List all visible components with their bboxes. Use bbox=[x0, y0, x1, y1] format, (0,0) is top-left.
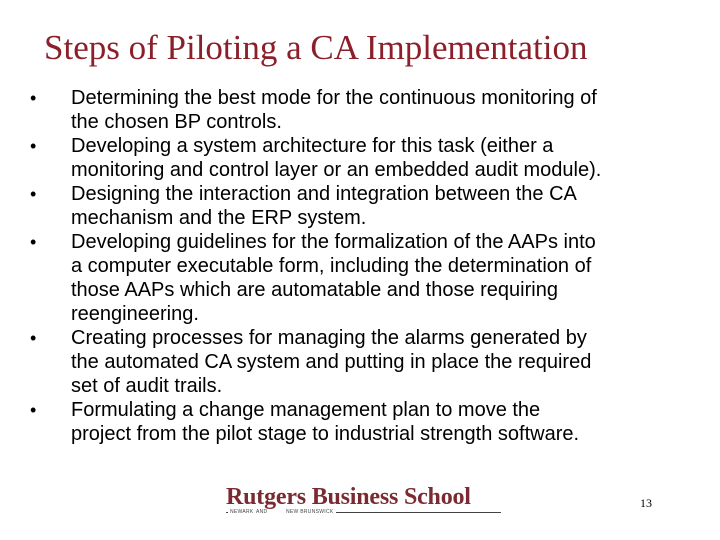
bullet-item bbox=[30, 86, 710, 134]
bullet-item bbox=[30, 326, 710, 398]
logo-rule bbox=[336, 512, 501, 513]
bullet-line: Developing a system architecture for this task (either a bbox=[71, 135, 554, 157]
bullet-line: Determining the best mode for the continuous monitoring of bbox=[71, 87, 597, 109]
bullet-dot: • bbox=[30, 328, 37, 348]
bullet-item bbox=[30, 134, 710, 182]
bullet-line: those AAPs which are automatable and those requiring bbox=[71, 279, 558, 301]
bullet-item bbox=[30, 230, 710, 326]
bullet-line: Formulating a change management plan to move the bbox=[71, 399, 541, 421]
bullet-line: Developing guidelines for the formalization of the AAPs into bbox=[71, 231, 596, 253]
bullet-line: the automated CA system and putting in place the required bbox=[71, 351, 592, 373]
bullet-line: set of audit trails. bbox=[71, 375, 223, 397]
bullet-line: Creating processes for managing the alarms generated by bbox=[71, 327, 587, 349]
bullet-line: the chosen BP controls. bbox=[71, 111, 282, 133]
bullet-list bbox=[30, 86, 710, 446]
bullet-dot: • bbox=[30, 184, 37, 204]
page-number: 13 bbox=[640, 496, 652, 510]
bullet-line: a computer executable form, including the determination of bbox=[71, 255, 592, 277]
logo-subtext-newark: NEWARK bbox=[230, 509, 254, 515]
rutgers-business-school-logo bbox=[226, 483, 501, 519]
logo-subtext-new-brunswick: NEW BRUNSWICK bbox=[286, 509, 334, 515]
bullet-item bbox=[30, 398, 710, 446]
bullet-dot: • bbox=[30, 232, 37, 252]
bullet-line: mechanism and the ERP system. bbox=[71, 207, 367, 229]
logo-subtext-and: AND bbox=[256, 509, 268, 515]
bullet-dot: • bbox=[30, 88, 37, 108]
bullet-dot: • bbox=[30, 136, 37, 156]
bullet-item bbox=[30, 182, 710, 230]
bullet-line: Designing the interaction and integration between the CA bbox=[71, 183, 577, 205]
bullet-line: monitoring and control layer or an embedded audit module). bbox=[71, 159, 602, 181]
bullet-dot: • bbox=[30, 400, 37, 420]
bullet-line: reengineering. bbox=[71, 303, 199, 325]
logo-wordmark: Rutgers Business School bbox=[226, 484, 471, 510]
slide-title: Steps of Piloting a CA Implementation bbox=[44, 28, 588, 67]
logo-rule bbox=[226, 512, 228, 513]
bullet-line: project from the pilot stage to industrial strength software. bbox=[71, 423, 580, 445]
